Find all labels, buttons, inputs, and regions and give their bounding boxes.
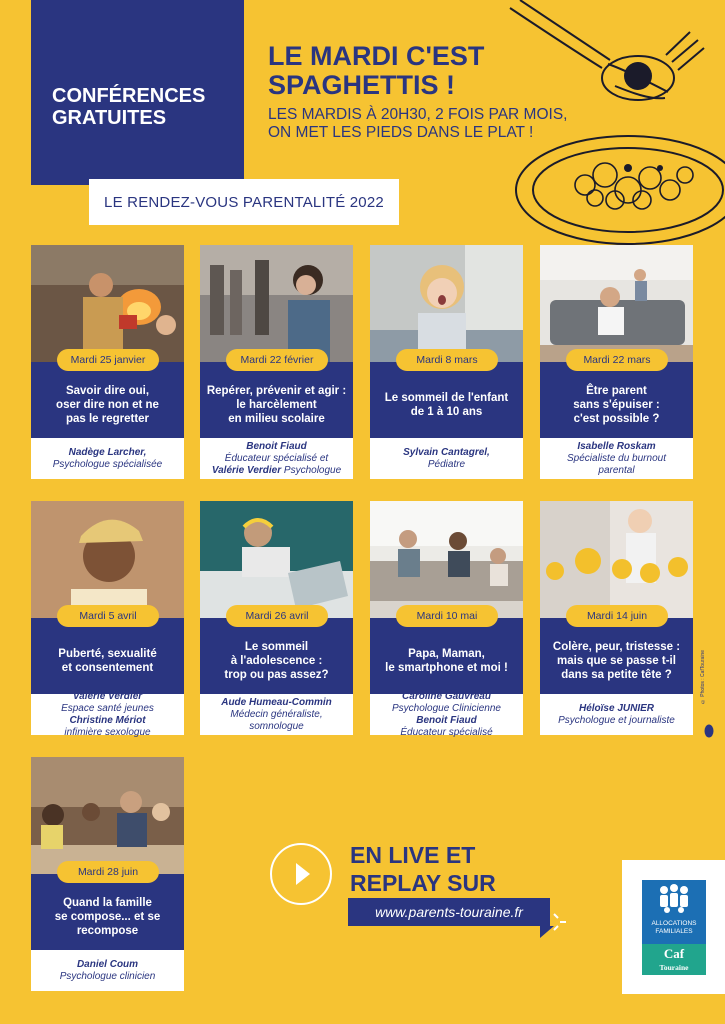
headline: LE MARDI C'EST SPAGHETTIS ! [268, 41, 485, 100]
caf-region: Touraine [659, 963, 689, 972]
live-replay-text: EN LIVE ET REPLAY SUR [350, 842, 496, 896]
card-date: Mardi 26 avril [226, 605, 328, 627]
caf-brand: Caf [663, 946, 685, 961]
speaker-name: Valérie Verdier [211, 464, 282, 476]
play-button[interactable] [270, 843, 332, 905]
speaker-name: Benoit Fiaud [416, 714, 477, 726]
photo-family-on-devices [370, 501, 523, 618]
speaker-role: Éducateur spécialisé [400, 726, 493, 738]
caf-brand-band [642, 944, 706, 975]
speaker-role: Psychologue spécialisée [52, 458, 163, 470]
card-date: Mardi 25 janvier [57, 349, 159, 371]
card-speakers [200, 694, 353, 735]
card-date: Mardi 10 mai [396, 605, 498, 627]
subtitle-banner: LE RENDEZ-VOUS PARENTALITÉ 2022 [89, 179, 399, 225]
speaker-name: Héloïse JUNIER [578, 702, 655, 714]
photo-father-and-child [31, 245, 184, 362]
card-date: Mardi 5 avril [57, 605, 159, 627]
card-speakers [31, 950, 184, 991]
card-title: Être parent sans s'épuiser : c'est possible ? [540, 362, 693, 438]
family-icon [642, 880, 706, 920]
caf-line1: ALLOCATIONS [651, 920, 697, 927]
card-title: Colère, peur, tristesse : mais que se passe t-il dans sa petite tête ? [540, 618, 693, 694]
speaker-name: Daniel Coum [76, 958, 139, 970]
speaker-role: Psychologue clinicien [59, 970, 156, 982]
speaker-role: Psychologue [283, 464, 342, 476]
speaker-name: Christine Mériot [69, 714, 146, 726]
card-date: Mardi 22 mars [566, 349, 668, 371]
conference-card[interactable] [540, 501, 693, 735]
speaker-role: Pédiatre [427, 458, 466, 470]
photo-sleepy-teen [200, 501, 353, 618]
website-link[interactable]: www.parents-touraine.fr [348, 898, 550, 926]
photo-teen-with-cap [31, 501, 184, 618]
card-speakers [370, 690, 523, 738]
speaker-name: Isabelle Roskam [577, 440, 656, 452]
conference-card[interactable] [370, 245, 523, 479]
speaker-role: Psychologue Clinicienne [392, 702, 501, 714]
conference-card[interactable] [370, 501, 523, 738]
speaker-name: Benoit Fiaud [246, 440, 307, 452]
photo-yawning-child [370, 245, 523, 362]
photo-bullied-student [200, 245, 353, 362]
speaker-name: Caroline Gauvreau [402, 690, 491, 702]
subline: LES MARDIS À 20H30, 2 FOIS PAR MOIS, ON MET LES PIEDS DANS LE PLAT ! [268, 106, 568, 141]
card-title: Savoir dire oui, oser dire non et ne pas le regretter [31, 362, 184, 438]
card-title: Repérer, prévenir et agir : le harcèlement en milieu scolaire [200, 362, 353, 438]
card-title: Puberté, sexualité et consentement [31, 618, 184, 694]
speaker-name: Valérie Verdier [72, 690, 143, 702]
card-speakers [200, 438, 353, 479]
card-speakers [540, 694, 693, 735]
card-date: Mardi 22 février [226, 349, 328, 371]
photo-tired-parent [540, 245, 693, 362]
play-icon [272, 845, 330, 903]
speaker-role: Espace santé jeunes [61, 702, 154, 714]
recycle-icon [704, 724, 714, 738]
conference-card[interactable] [31, 245, 184, 479]
card-title: Papa, Maman, le smartphone et moi ! [370, 618, 523, 694]
speaker-name: Sylvain Cantagrel, [403, 446, 490, 458]
conference-card[interactable] [31, 501, 184, 738]
photo-child-emotions [540, 501, 693, 618]
photo-family-meal [31, 757, 184, 874]
speaker-name: Aude Humeau-Commin [221, 696, 332, 708]
card-title: Le sommeil de l'enfant de 1 à 10 ans [370, 362, 523, 438]
card-speakers [31, 438, 184, 479]
speaker-role: Médecin généraliste, somnologue [230, 708, 323, 732]
speaker-role: Éducateur spécialisé et [224, 452, 329, 464]
speaker-role: Spécialiste du burnout parental [567, 452, 666, 476]
caf-line2: FAMILIALES [655, 928, 693, 935]
speaker-role: Psychologue et journaliste [558, 714, 675, 726]
sparkle-icon [552, 912, 568, 934]
spaghetti-illustration [490, 0, 725, 250]
card-speakers [31, 690, 184, 738]
card-date: Mardi 14 juin [566, 605, 668, 627]
card-speakers [370, 438, 523, 479]
card-speakers [540, 438, 693, 479]
conference-card[interactable] [31, 757, 184, 991]
speaker-name: Nadège Larcher, [68, 446, 147, 458]
photo-credit: © Photos : CafTouraine [700, 650, 706, 705]
speaker-role: infimière sexologue [64, 726, 151, 738]
conference-card[interactable] [200, 245, 353, 479]
badge-title: CONFÉRENCES GRATUITES [52, 85, 206, 129]
card-date: Mardi 28 juin [57, 861, 159, 883]
conference-card[interactable] [200, 501, 353, 735]
conference-card[interactable] [540, 245, 693, 479]
card-title: Le sommeil à l'adolescence : trop ou pas assez? [200, 618, 353, 694]
card-date: Mardi 8 mars [396, 349, 498, 371]
card-title: Quand la famille se compose... et se recompose [31, 874, 184, 950]
